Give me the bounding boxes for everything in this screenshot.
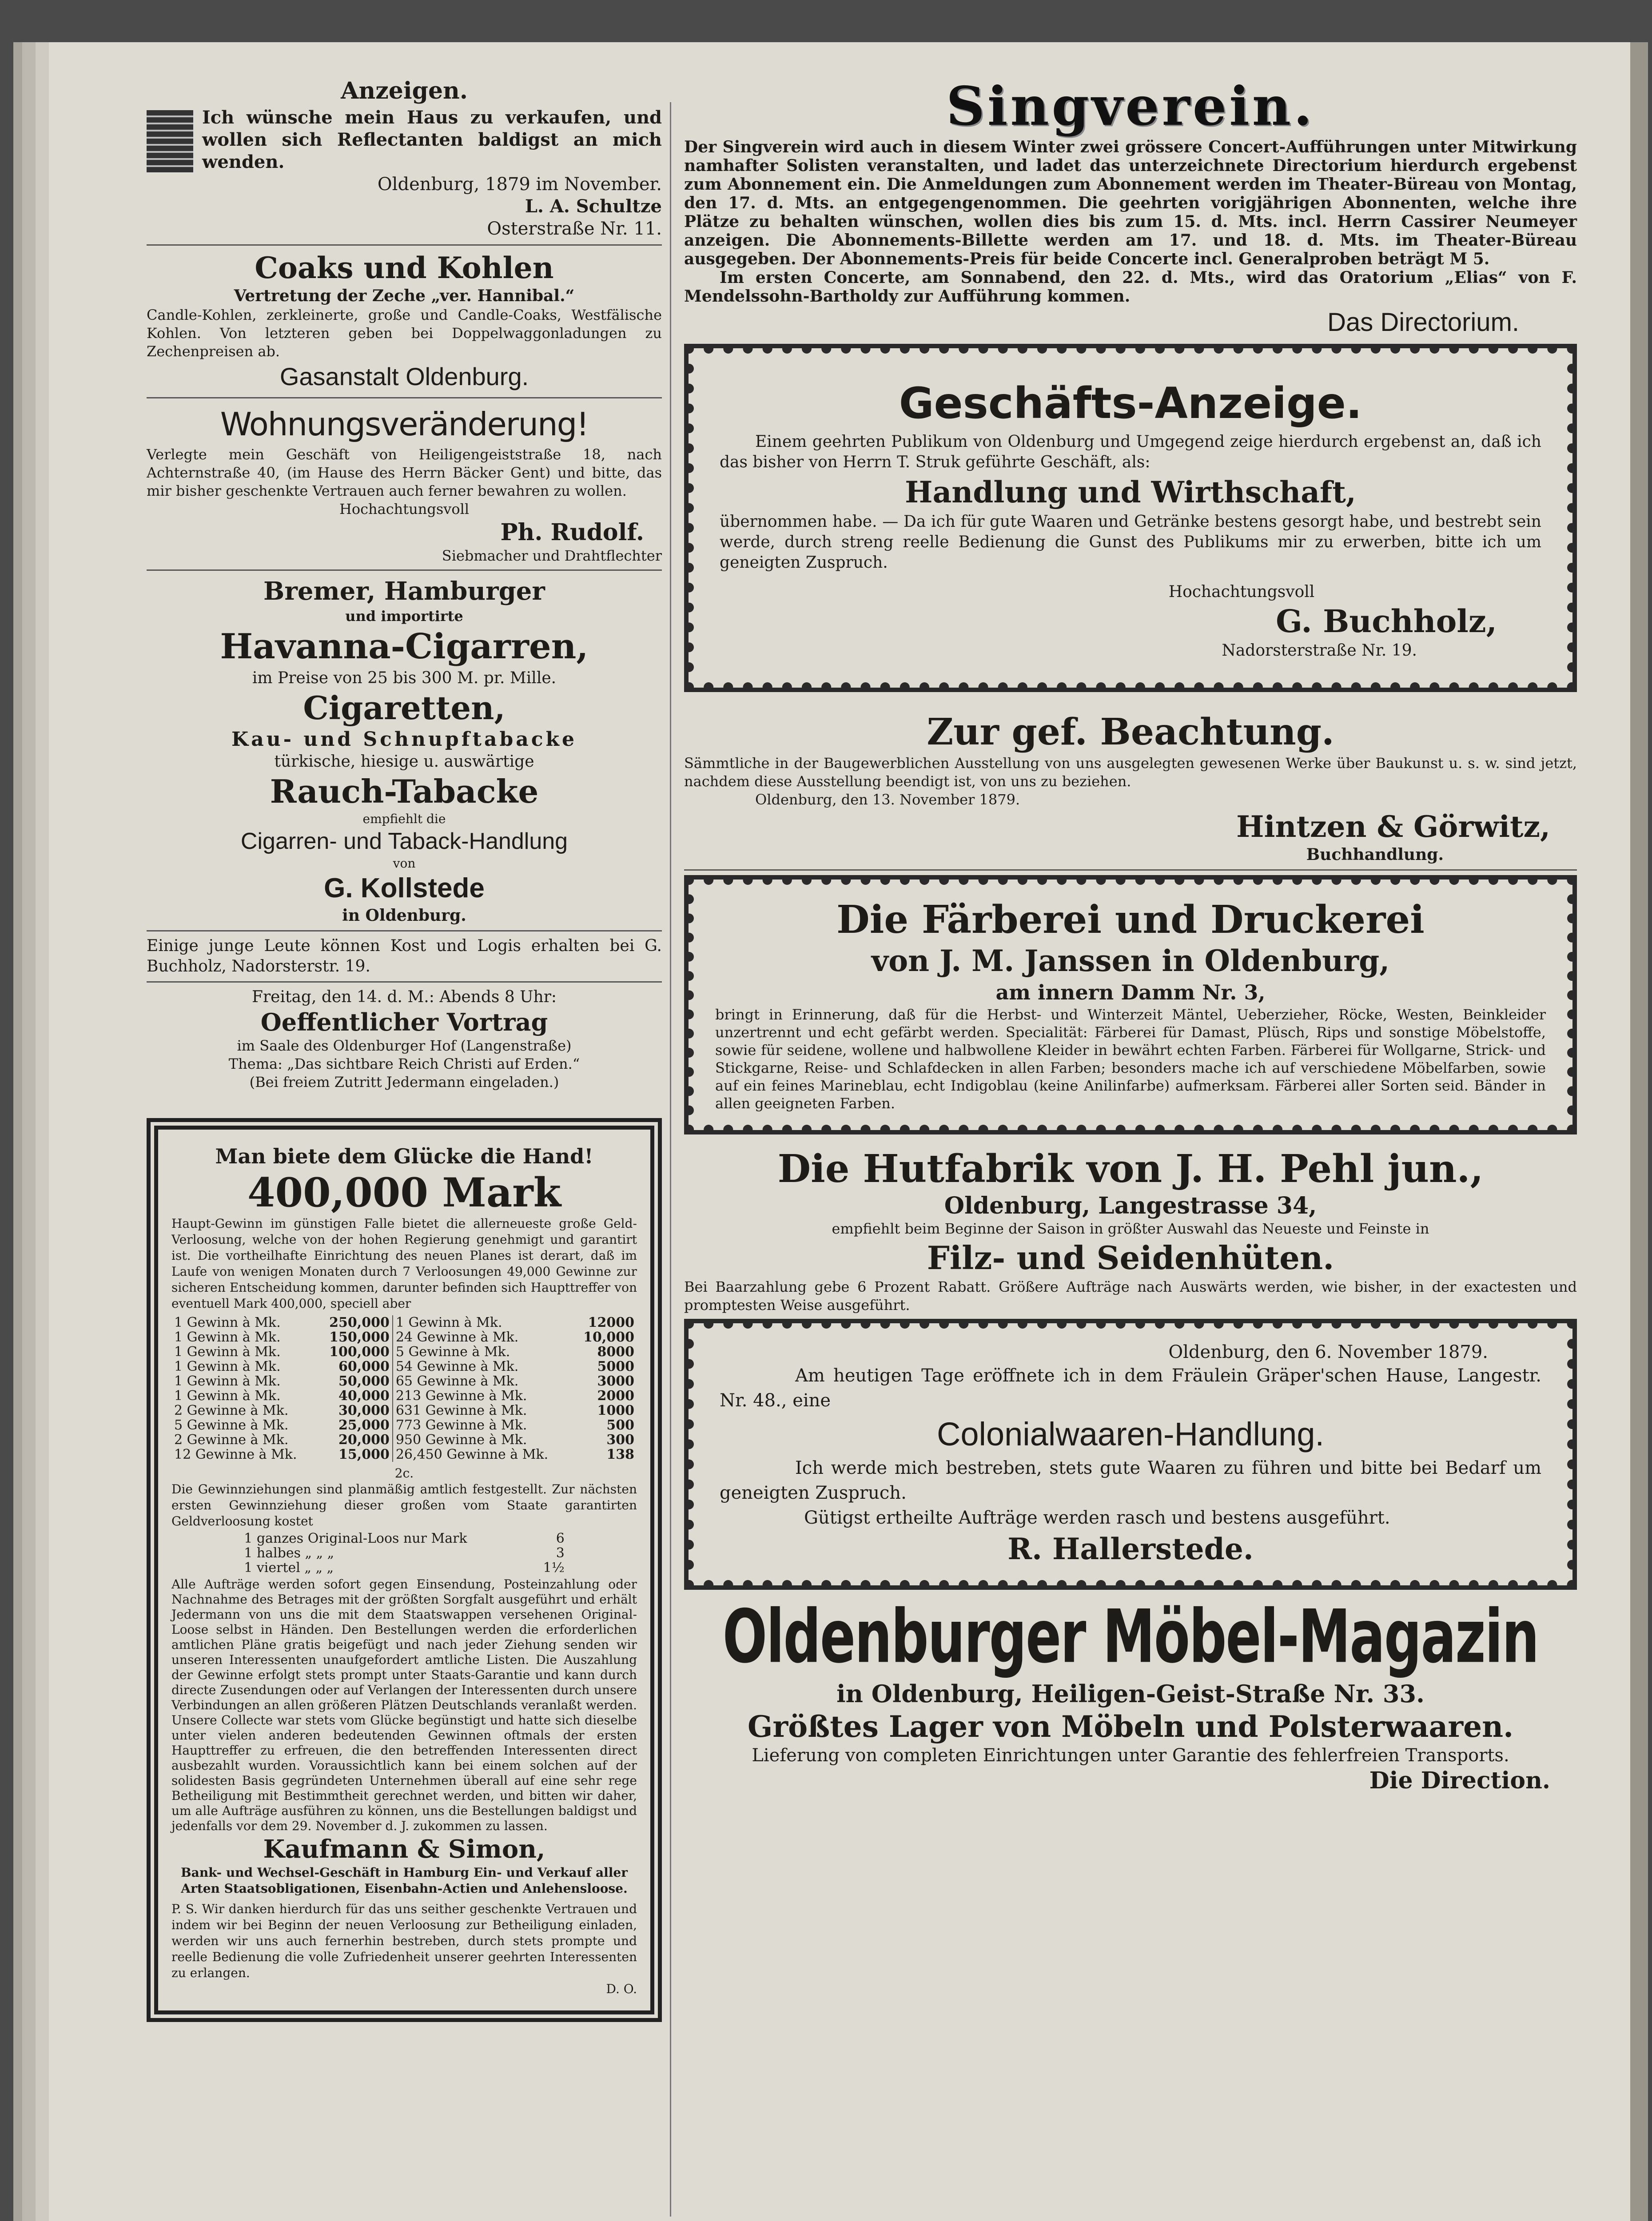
lottery-ad bbox=[147, 1118, 662, 2022]
house-sale-address: Osterstraße Nr. 11. bbox=[487, 219, 662, 239]
prize-row bbox=[171, 1315, 637, 1330]
prize-value: 138 bbox=[606, 1447, 634, 1462]
divider bbox=[684, 869, 1577, 871]
coal-ad bbox=[147, 250, 662, 393]
prize-label: 26,450 Gewinne à Mk. bbox=[395, 1447, 549, 1462]
left-column bbox=[147, 76, 662, 2022]
janssen-line2: von J. M. Janssen in Oldenburg, bbox=[871, 943, 1390, 978]
buchholz-text2: übernommen habe. — Da ich für gute Waaren und Getränke bestens gesorgt habe, und bestrebt sein werde, durch streng reelle Bedienung die Gunst des Publikums mir zu erwerben, bitte ich um geneigten Zuspruch. bbox=[720, 513, 1541, 572]
hintzen-name: Hintzen & Görwitz, bbox=[1236, 809, 1550, 844]
prize-etc: 2c. bbox=[394, 1466, 414, 1481]
hallerstede-title: Colonialwaaren-Handlung. bbox=[936, 1416, 1325, 1453]
prize-label: 1 Gewinn à Mk. bbox=[174, 1315, 281, 1330]
prize-label: 5 Gewinne à Mk. bbox=[174, 1417, 289, 1433]
house-sale-name: L. A. Schultze bbox=[525, 196, 662, 217]
house-sale-ad bbox=[147, 107, 662, 240]
divider bbox=[147, 930, 662, 931]
hallerstede-text2: Ich werde mich bestreben, stets gute Waaren zu führen und bitte bei Bedarf um geneigten Zuspruch. bbox=[720, 1458, 1541, 1503]
prize-row bbox=[171, 1374, 637, 1389]
prize-row bbox=[171, 1330, 637, 1345]
moving-title: Wohnungsveränderung! bbox=[220, 406, 589, 443]
cigar-line2: und importirte bbox=[345, 608, 463, 625]
pehl-title: Die Hutfabrik von J. H. Pehl jun., bbox=[777, 1146, 1484, 1191]
hintzen-trade: Buchhandlung. bbox=[1306, 845, 1444, 864]
prize-label: 1 Gewinn à Mk. bbox=[174, 1359, 281, 1374]
hallerstede-date: Oldenburg, den 6. November 1879. bbox=[1168, 1342, 1488, 1362]
hallerstede-name: R. Hallerstede. bbox=[1007, 1532, 1254, 1566]
moebel-line3: Größtes Lager von Möbeln und Polsterwaaren. bbox=[747, 1709, 1514, 1744]
prize-value: 500 bbox=[606, 1417, 634, 1433]
right-column bbox=[684, 76, 1577, 1799]
buchholz-closing: Hochachtungsvoll bbox=[1168, 583, 1315, 601]
ticket-row bbox=[241, 1546, 567, 1560]
prize-label: 1 Gewinn à Mk. bbox=[174, 1344, 281, 1360]
buchholz-mid: Handlung und Wirthschaft, bbox=[905, 475, 1356, 509]
lottery-ps: P. S. Wir danken hierdurch für das uns seither geschenkte Vertrauen und indem wir bei Beginn der neuen Verloosung zur Betheiligung einladen, werden wir uns auch fernerhin bestreben, durch stets prompte und reelle Bedienung die volle Zufriedenheit unserer geehrten Interessenten zu erlangen. bbox=[171, 1902, 637, 1980]
prize-value: 30,000 bbox=[318, 1403, 393, 1418]
lecture-line2: im Saale des Oldenburger Hof (Langenstraße) bbox=[237, 1037, 572, 1054]
buchholz-title: Geschäfts-Anzeige. bbox=[899, 378, 1362, 428]
cigar-line11: von bbox=[393, 856, 416, 871]
lecture-line1: Freitag, den 14. d. M.: Abends 8 Uhr: bbox=[251, 988, 557, 1006]
hallerstede-ad bbox=[684, 1319, 1577, 1590]
prize-value: 2000 bbox=[597, 1388, 634, 1404]
ticket-table bbox=[241, 1531, 567, 1575]
singverein-text2: Im ersten Concerte, am Sonnabend, den 22. d. Mts., wird das Oratorium „Elias“ von F. Mendelssohn-Bartholdy zur Aufführung kommen. bbox=[684, 268, 1577, 306]
janssen-ad bbox=[684, 875, 1577, 1134]
lottery-head: Man biete dem Glücke die Hand! bbox=[215, 1144, 593, 1168]
prize-label: 1 Gewinn à Mk. bbox=[174, 1373, 281, 1389]
lottery-amount: 400,000 Mark bbox=[247, 1169, 561, 1216]
hallerstede-text3: Gütigst ertheilte Aufträge werden rasch und bestens ausgeführt. bbox=[804, 1508, 1390, 1528]
prize-value: 15,000 bbox=[318, 1447, 393, 1462]
prize-value: 250,000 bbox=[318, 1315, 393, 1330]
singverein-text: Der Singverein wird auch in diesem Winter zwei grössere Concert-Aufführungen unter Mitwirkung namhafter Solisten veranstalten, und ladet das unterzeichnete Directorium hierdurch ergebenst zum Abonnement ein. Die Anmeldungen zum Abonnement werden im Theater-Büreau von Montag, den 17. d. Mts. an entgegengenommen. Die geehrten vorigjährigen Abonnenten, welche ihre Plätze zu behalten wünschen, wollen dies bis zum 15. d. Mts. incl. Herrn Cassirer Neumeyer anzeigen. Die Abonnements-Billette werden am 17. und 18. d. Mts. im Theater-Büreau ausgegeben. Der Abonnements-Preis für beide Concerte incl. Generalproben beträgt M 5. bbox=[684, 138, 1577, 268]
prize-row bbox=[171, 1359, 637, 1374]
pehl-text: Bei Baarzahlung gebe 6 Prozent Rabatt. Größere Aufträge nach Auswärts werden, wie bisher, in der exactesten und promptesten Weise ausgeführt. bbox=[684, 1278, 1577, 1313]
moebel-title: Oldenburger Möbel-Magazin bbox=[722, 1593, 1539, 1680]
hintzen-date: Oldenburg, den 13. November 1879. bbox=[755, 791, 1020, 808]
cigar-line1: Bremer, Hamburger bbox=[263, 577, 545, 606]
column-rule bbox=[670, 102, 671, 2217]
coal-text: Candle-Kohlen, zerkleinerte, große und Candle-Coaks, Westfälische Kohlen. Von letzteren geben bei Doppelwaggonladungen zu Zechenpreisen ab. bbox=[147, 306, 662, 360]
ticket-label: 1 viertel „ „ „ bbox=[244, 1560, 334, 1576]
moving-trade: Siebmacher und Drahtflechter bbox=[442, 547, 662, 564]
janssen-title: Die Färberei und Druckerei bbox=[836, 897, 1425, 942]
lecture-ad bbox=[147, 987, 662, 1091]
lecture-line4: (Bei freiem Zutritt Jedermann eingeladen.) bbox=[249, 1074, 559, 1091]
prize-row bbox=[171, 1447, 637, 1462]
prize-value: 3000 bbox=[597, 1373, 634, 1389]
buchholz-ad bbox=[684, 344, 1577, 692]
ticket-price: 3 bbox=[556, 1545, 565, 1561]
pehl-line3: empfiehlt beim Beginne der Saison in größter Auswahl das Neueste und Feinste in bbox=[832, 1220, 1429, 1237]
divider bbox=[147, 569, 662, 571]
lecture-title: Oeffentlicher Vortrag bbox=[260, 1008, 548, 1036]
prize-value: 8000 bbox=[597, 1344, 634, 1360]
house-sale-text: Ich wünsche mein Haus zu verkaufen, und wollen sich Reflectanten baldigst an mich wenden. bbox=[202, 107, 662, 172]
moebel-line2: in Oldenburg, Heiligen-Geist-Straße Nr. 33. bbox=[836, 1680, 1425, 1708]
buchholz-address: Nadorsterstraße Nr. 19. bbox=[1222, 641, 1417, 660]
moving-ad bbox=[147, 403, 662, 565]
ticket-row bbox=[241, 1560, 567, 1575]
moving-name: Ph. Rudolf. bbox=[500, 519, 644, 546]
prize-label: 12 Gewinne à Mk. bbox=[174, 1447, 297, 1462]
prize-row bbox=[171, 1345, 637, 1359]
lottery-body: Alle Aufträge werden sofort gegen Einsendung, Posteinzahlung oder Nachnahme des Betrages mit der größten Sorgfalt ausgeführt und erhält Jedermann von uns die mit dem Staatswappen versehenen Original-Loose selbst in Händen. Den Bestellungen werden die erforderlichen amtlichen Pläne gratis beigefügt und nach jeder Ziehung senden wir unseren Interessenten unaufgefordert amtliche Listen. Die Auszahlung der Gewinne erfolgt stets prompt unter Staats-Garantie und kann durch directe Zusendungen oder auf Verlangen der Interessenten durch unsere Verbindungen an allen größeren Plätzen Deutschlands veranlaßt werden. Unsere Collecte war stets vom Glücke begünstigt und hatte sich dieselbe unter vielen anderen bedeutenden Gewinnen oftmals der ersten Haupttreffer zu erfreuen, die den betreffenden Interessenten direct ausbezahlt wurden. Voraussichtlich kann bei einem solchen auf der solidesten Basis gegründeten Unternehmen überall auf eine sehr rege Betheiligung mit Bestimmtheit gerechnet werden, und bitten wir daher, um alle Aufträge ausführen zu können, uns die Bestellungen baldigst und jedenfalls vor dem 29. November d. J. zukommen zu lassen. bbox=[171, 1577, 637, 1833]
ticket-price: 6 bbox=[556, 1531, 565, 1546]
singverein-ad bbox=[684, 76, 1577, 339]
house-icon bbox=[147, 110, 193, 172]
ticket-price: 1½ bbox=[543, 1560, 565, 1576]
cigar-line13: in Oldenburg. bbox=[342, 906, 466, 925]
prize-value: 60,000 bbox=[318, 1359, 393, 1374]
prize-value: 10,000 bbox=[583, 1329, 634, 1345]
prize-label: 65 Gewinne à Mk. bbox=[395, 1373, 519, 1389]
cigar-line8: Rauch-Tabacke bbox=[270, 772, 539, 810]
prize-label: 2 Gewinne à Mk. bbox=[174, 1403, 289, 1418]
ticket-label: 1 halbes „ „ „ bbox=[244, 1545, 334, 1561]
coal-title: Coaks und Kohlen bbox=[255, 251, 554, 285]
prize-label: 2 Gewinne à Mk. bbox=[174, 1432, 289, 1448]
buchholz-name: G. Buchholz, bbox=[1276, 603, 1497, 640]
lottery-firm-sub: Bank- und Wechsel-Geschäft in Hamburg Ein- und Verkauf aller Arten Staatsobligationen, Eisenbahn-Actien und Anlehensloose. bbox=[181, 1865, 628, 1896]
hintzen-ad bbox=[684, 710, 1577, 865]
ticket-row bbox=[241, 1531, 567, 1546]
cigar-line12: G. Kollstede bbox=[324, 873, 485, 904]
book-spine bbox=[1630, 42, 1648, 2221]
lottery-intro: Haupt-Gewinn im günstigen Falle bietet die allerneueste große Geld-Verloosung, welche von der hohen Regierung genehmigt und garantirt ist. Die vortheilhafte Einrichtung des neuen Planes ist derart, daß im Laufe von wenigen Monaten durch 7 Verloosungen 49,000 Gewinne zur sicheren Entscheidung kommen, darunter befinden sich Haupttreffer von eventuell Mark 400,000, speciell aber bbox=[171, 1216, 637, 1311]
lottery-draws: Die Gewinnziehungen sind planmäßig amtlich festgestellt. Zur nächsten ersten Gewinnziehung dieser großen vom Staate garantirten Geldverloosung kostet bbox=[171, 1482, 637, 1528]
coal-sub: Vertretung der Zeche „ver. Hannibal.“ bbox=[234, 287, 575, 305]
prize-value: 5000 bbox=[597, 1359, 634, 1374]
prize-label: 1 Gewinn à Mk. bbox=[174, 1329, 281, 1345]
prize-row bbox=[171, 1403, 637, 1418]
moving-text: Verlegte mein Geschäft von Heiligengeiststraße 18, nach Achternstraße 40, (im Hause des Herrn Bäcker Gent) und bitte, das mir bisher geschenkte Vertrauen auch ferner bewahren zu wollen. bbox=[147, 446, 662, 499]
lottery-ps-sign: D. O. bbox=[606, 1982, 637, 1996]
prize-label: 54 Gewinne à Mk. bbox=[395, 1359, 519, 1374]
house-sale-date: Oldenburg, 1879 im November. bbox=[377, 174, 662, 195]
pehl-line2: Oldenburg, Langestrasse 34, bbox=[944, 1192, 1317, 1219]
ticket-label: 1 ganzes Original-Loos nur Mark bbox=[244, 1531, 467, 1546]
cigar-line9: empfiehlt die bbox=[362, 812, 446, 826]
prize-value: 20,000 bbox=[318, 1433, 393, 1447]
janssen-line3: am innern Damm Nr. 3, bbox=[995, 980, 1266, 1004]
cigar-line10: Cigarren- und Taback-Handlung bbox=[240, 828, 568, 854]
pehl-ad bbox=[684, 1146, 1577, 1314]
prize-value: 40,000 bbox=[318, 1389, 393, 1403]
prize-value: 150,000 bbox=[318, 1330, 393, 1345]
moving-closing: Hochachtungsvoll bbox=[339, 501, 470, 517]
prize-label: 950 Gewinne à Mk. bbox=[395, 1432, 527, 1448]
prize-value: 50,000 bbox=[318, 1374, 393, 1389]
buchholz-text1: Einem geehrten Publikum von Oldenburg und Umgegend zeige hierdurch ergebenst an, daß ich das bisher von Herrn T. Struk geführte Geschäft, als: bbox=[720, 433, 1541, 471]
prize-value: 25,000 bbox=[318, 1418, 393, 1433]
divider bbox=[147, 397, 662, 398]
prize-label: 1 Gewinn à Mk. bbox=[395, 1315, 502, 1330]
prize-row bbox=[171, 1389, 637, 1403]
prize-label: 631 Gewinne à Mk. bbox=[395, 1403, 527, 1418]
cigar-line4: im Preise von 25 bis 300 M. pr. Mille. bbox=[252, 669, 557, 687]
moebel-ad bbox=[684, 1593, 1577, 1795]
prize-label: 5 Gewinne à Mk. bbox=[395, 1344, 510, 1360]
singverein-title: Singverein. bbox=[946, 75, 1315, 138]
cigar-line6: Kau- und Schnupftabacke bbox=[231, 728, 577, 751]
prize-value: 300 bbox=[606, 1432, 634, 1448]
hintzen-title: Zur gef. Beachtung. bbox=[927, 711, 1334, 753]
moebel-line4: Lieferung von completen Einrichtungen unter Garantie des fehlerfreien Transports. bbox=[752, 1745, 1509, 1766]
pehl-line4: Filz- und Seidenhüten. bbox=[927, 1239, 1334, 1277]
cigar-line3: Havanna-Cigarren, bbox=[220, 626, 589, 667]
prize-value: 100,000 bbox=[318, 1345, 393, 1359]
lottery-firm: Kaufmann & Simon, bbox=[263, 1835, 545, 1864]
prize-row bbox=[171, 1433, 637, 1447]
cigar-line7: türkische, hiesige u. auswärtige bbox=[274, 752, 534, 771]
hintzen-text: Sämmtliche in der Baugewerblichen Ausstellung von uns ausgelegten gewesenen Werke über Baukunst u. s. w. sind jetzt, nachdem diese Ausstellung beendigt ist, von uns zu beziehen. bbox=[684, 755, 1577, 790]
prize-label: 1 Gewinn à Mk. bbox=[174, 1388, 281, 1404]
coal-sign: Gasanstalt Oldenburg. bbox=[279, 362, 529, 390]
moebel-sign: Die Direction. bbox=[1369, 1767, 1550, 1794]
prize-label: 213 Gewinne à Mk. bbox=[395, 1388, 527, 1404]
prize-label: 773 Gewinne à Mk. bbox=[395, 1417, 527, 1433]
janssen-text: bringt in Erinnerung, daß für die Herbst- und Winterzeit Mäntel, Ueberzieher, Röcke, Westen, Beinkleider unzertrennt und echt gefärbt werden. Specialität: Färberei für Damast, Plüsch, Rips und sonstige Möbelstoffe, sowie für seidene, wollene und halbwollene Kleider in bewährt echten Farben. Färberei für Wollgarne, Strick- und Stickgarne, Reise- und Schlafdecken in allen Farben; besonders mache ich auf verschiedene Möbelfarben, sowie auf ein feines Marineblau, echt Indigoblau (keine Anilinfarbe) aufmerksam. Färberei aller Sorten seid. Bänder in allen geeigneten Farben. bbox=[715, 1006, 1546, 1112]
prize-value: 1000 bbox=[597, 1403, 634, 1418]
prize-table bbox=[171, 1315, 637, 1462]
lecture-line3: Thema: „Das sichtbare Reich Christi auf Erden.“ bbox=[228, 1055, 580, 1072]
divider bbox=[147, 981, 662, 983]
hallerstede-text1: Am heutigen Tage eröffnete ich in dem Fräulein Gräper'schen Hause, Langestr. Nr. 48., eine bbox=[720, 1365, 1541, 1411]
cigar-ad bbox=[147, 575, 662, 926]
prize-row bbox=[171, 1418, 637, 1433]
prize-value: 12000 bbox=[588, 1315, 634, 1330]
lodging-ad: Einige junge Leute können Kost und Logis erhalten bei G. Buchholz, Nadorsterstr. 19. bbox=[147, 937, 662, 975]
singverein-sign: Das Directorium. bbox=[1327, 308, 1519, 337]
divider bbox=[147, 244, 662, 246]
cigar-line5: Cigaretten, bbox=[303, 689, 506, 727]
prize-label: 24 Gewinne à Mk. bbox=[395, 1329, 519, 1345]
section-heading: Anzeigen. bbox=[341, 77, 468, 104]
